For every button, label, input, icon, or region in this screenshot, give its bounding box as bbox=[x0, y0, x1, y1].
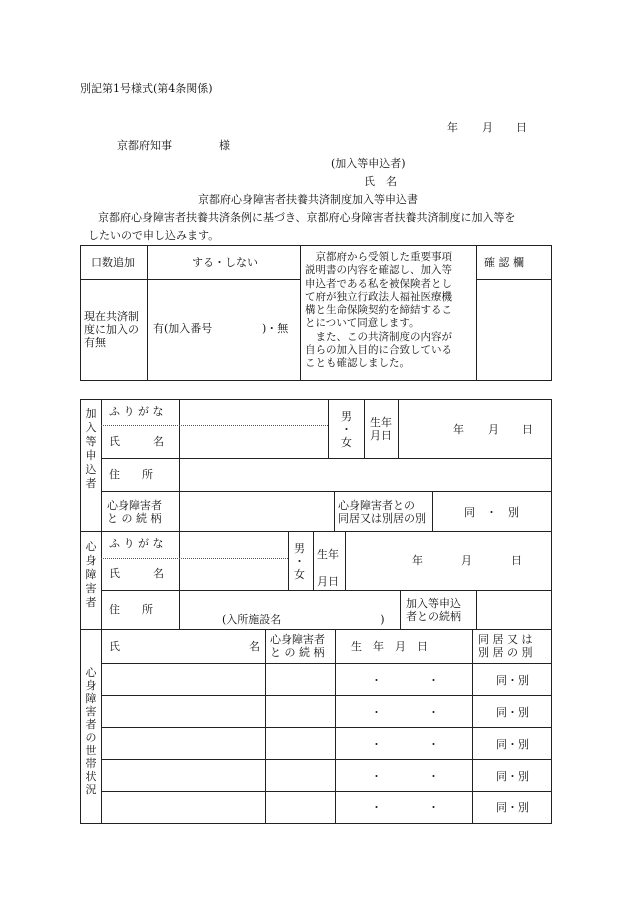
household-cohabit-value[interactable]: 同・別 bbox=[496, 706, 529, 719]
birth-dot: ・ bbox=[371, 674, 382, 687]
household-birth-col: 生 年 月 日 bbox=[351, 640, 428, 653]
date-month-label: 月 bbox=[482, 121, 493, 134]
birth-dot: ・ bbox=[428, 801, 439, 814]
units-add-label: 口数追加 bbox=[91, 256, 135, 269]
consent-statement: 京都府から受領した重要事項 説明書の内容を確認し、加入等 申込者である私を被保険者とし て府が独立行政法人福祉医療機 構と生命保険契約を締結するこ とについて同意します。 また、この共済制度の内容が 自らの加入目的に合致している ことも確認しました。 bbox=[305, 251, 452, 370]
household-relation-col: 心身障害者 と の 続 柄 bbox=[270, 633, 325, 659]
current-enrollment-prefix: 有(加入番号 bbox=[153, 322, 213, 335]
current-enrollment-suffix[interactable]: )・無 bbox=[262, 322, 289, 335]
disabled-birth-day: 日 bbox=[511, 554, 522, 567]
applicant-furigana-label: ふ り が な bbox=[109, 405, 164, 418]
intro-line-1: 京都府心身障害者扶養共済条例に基づき、京都府心身障害者扶養共済制度に加入等を bbox=[98, 211, 516, 224]
applicant-birth-year: 年 bbox=[453, 423, 464, 436]
disabled-birth-year: 年 bbox=[412, 554, 423, 567]
applicant-section-label: 加入等申込者 bbox=[85, 407, 97, 490]
birth-dot: ・ bbox=[371, 738, 382, 751]
birth-dot: ・ bbox=[428, 706, 439, 719]
units-add-choice[interactable]: する・しない bbox=[192, 256, 258, 269]
disabled-section-label: 心身障害者 bbox=[85, 540, 97, 609]
applicant-cohabit-value[interactable]: 同 ・ 別 bbox=[464, 506, 519, 519]
document-title: 京都府心身障害者扶養共済制度加入等申込書 bbox=[198, 193, 418, 206]
applicant-birth-day: 日 bbox=[522, 423, 533, 436]
addressee-suffix: 様 bbox=[219, 139, 230, 152]
disabled-name-field-label: 氏 名 bbox=[109, 567, 164, 580]
date-day-label: 日 bbox=[516, 121, 527, 134]
household-cohabit-value[interactable]: 同・別 bbox=[496, 770, 529, 783]
birth-dot: ・ bbox=[371, 706, 382, 719]
form-number: 別記第1号様式(第4条関係) bbox=[80, 82, 213, 95]
facility-name-label: (入所施設名 ) bbox=[222, 613, 385, 626]
household-section-label: 心身障害者の世帯状況 bbox=[85, 666, 97, 796]
household-name-col-right: 名 bbox=[249, 640, 260, 653]
birth-dot: ・ bbox=[428, 770, 439, 783]
household-cohabit-value[interactable]: 同・別 bbox=[496, 738, 529, 751]
applicant-relation-label: 心身障害者 と の 続 柄 bbox=[107, 499, 162, 525]
birth-dot: ・ bbox=[371, 770, 382, 783]
disabled-sex[interactable]: 男 ・ 女 bbox=[294, 542, 305, 581]
applicant-birth-month: 月 bbox=[488, 423, 499, 436]
household-cohabit-col: 同 居 又 は 別 居 の 別 bbox=[478, 633, 533, 659]
disabled-furigana-label: ふ り が な bbox=[109, 537, 164, 550]
applicant-label: (加入等申込者) bbox=[331, 157, 406, 170]
applicant-cohabit-label: 心身障害者との 同居又は別居の別 bbox=[338, 499, 426, 525]
applicant-birth-label: 生年 月日 bbox=[370, 416, 392, 442]
birth-dot: ・ bbox=[428, 674, 439, 687]
household-name-col-left: 氏 bbox=[109, 640, 120, 653]
confirm-column-label: 確 認 欄 bbox=[484, 256, 524, 269]
applicant-sex[interactable]: 男 ・ 女 bbox=[341, 410, 352, 449]
birth-dot: ・ bbox=[428, 738, 439, 751]
household-cohabit-value[interactable]: 同・別 bbox=[496, 801, 529, 814]
applicant-name-field-label: 氏 名 bbox=[109, 435, 164, 448]
disabled-birth-label: 生年 月日 bbox=[317, 548, 339, 588]
date-year-label: 年 bbox=[447, 121, 458, 134]
disabled-address-label: 住 所 bbox=[109, 603, 153, 616]
disabled-relation-label: 加入等申込 者との続柄 bbox=[406, 597, 461, 623]
household-cohabit-value[interactable]: 同・別 bbox=[496, 674, 529, 687]
birth-dot: ・ bbox=[371, 801, 382, 814]
intro-line-2: したいので申し込みます。 bbox=[88, 229, 220, 242]
applicant-address-label: 住 所 bbox=[109, 468, 153, 481]
applicant-name-label: 氏 名 bbox=[364, 175, 397, 188]
addressee: 京都府知事 bbox=[117, 139, 172, 152]
disabled-birth-month: 月 bbox=[461, 554, 472, 567]
current-enrollment-label: 現在共済制 度に加入の 有無 bbox=[84, 310, 139, 349]
